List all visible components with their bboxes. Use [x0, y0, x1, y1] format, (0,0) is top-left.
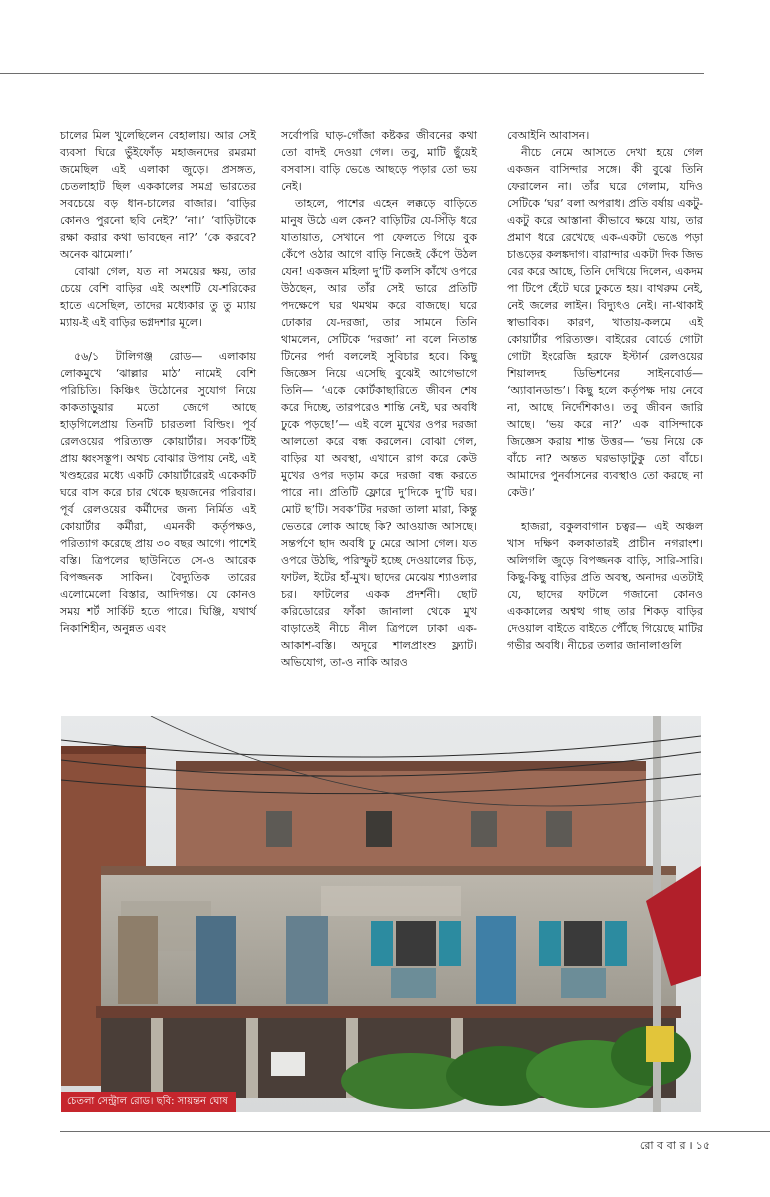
paragraph: চালের মিল খুলেছিলেন বেহালায়। আর সেই ব্যবসা ঘিরে ভুঁইফোঁড় মহাজনদের রমরমা জমেছিল এই এলাকা জুড়ে। প্রসঙ্গত, চেতলাহাট ছিল এককালের সমগ্র ভারতের সবচেয়ে বড় ধান-চালের বাজার। ‘বাড়ির কোনও পুরনো ছবি নেই?’ ‘না।’ ‘বাড়িটাকে রক্ষা করার কথা ভাবছেন না?’ ‘কে করবে? অনেক ঝামেলা।’ [60, 129, 256, 261]
page-footer [640, 1137, 710, 1156]
article-column-2 [281, 127, 477, 671]
top-rule [0, 73, 704, 74]
building-photo [61, 716, 701, 1112]
paragraph: ৫৬/১ টালিগঞ্জ রোড— এলাকায় লোকমুখে ‘ঝাল্লার মাঠ’ নামেই বেশি পরিচিতি। কিঞ্চিৎ উঠোনের সুযোগ নিয়ে কাকতাড়ুয়ার মতো জেগে আছে হাড়গিলেপ্রায় তিনটি চারতলা বিল্ডিং। পূর্ব রেলওয়ের পরিত্যক্ত কোয়ার্টার। সবক’টিই প্রায় ধ্বংসস্তূপ। অথচ বোঝার উপায় নেই, এই খণ্ডহরের মধ্যে একটি কোয়ার্টারেরই একেকটি ঘরে বাস করে চার থেকে ছয়জনের পরিবার। পূর্ব রেলওয়ের কর্মীদের জন্য নির্মিত এই কোয়ার্টার কর্মীরা, এমনকী কর্তৃপক্ষও, পরিত্যাগ করেছে প্রায় ৩০ বছর আগে। পাশেই বস্তি। ত্রিপলের ছাউনিতে সে-ও আরেক বিপজ্জনক সাকিন। বৈদ্যুতিক তারের এলোমেলো বিস্তার, আদিগন্ত। যে কোনও সময় শর্ট সার্কিট হতে পারে। ঘিঞ্জি, যথার্থ নিকাশিহীন, অনুন্নত এবং [60, 350, 256, 635]
footer-separator: । [688, 1139, 693, 1152]
photo-caption: চেতলা সেন্ট্রাল রোড। ছবি: সায়ন্তন ঘোষ [61, 1092, 236, 1112]
article-column-3 [507, 127, 703, 654]
paragraph: নীচে নেমে আসতে দেখা হয়ে গেল একজন বাসিন্দার সঙ্গে। কী বুঝে তিনি ফেরালেন না। তাঁর ঘরে গেলাম, যদিও সেটিকে ‘ঘর’ বলা অপরাধ। প্রতি বর্ষায় একটু-একটু করে আস্তানা কীভাবে ক্ষয়ে যায়, তার প্রমাণ ধরে রেখেছে এক-একটা ভেঙে পড়া চাঙড়ের কলঙ্কদাগ। বারান্দার একটা দিক জিভ বের করে আছে, তিনি দেখিয়ে দিলেন, একদম পা টিপে হেঁটে ঘরে ঢুকতে হয়। বাথরুম নেই, নেই জলের লাইন। বিদ্যুৎও নেই। না-থাকাই স্বাভাবিক। কারণ, খাতায়-কলমে এই কোয়ার্টার পরিত্যক্ত। বাইরের বোর্ডে গোটা গোটা ইংরেজি হরফে ইস্টার্ন রেলওয়ের শিয়ালদহ ডিভিশনের সাইনবোর্ড— ‘অ্যাবানডান্ড’। কিছু হলে কর্তৃপক্ষ দায় নেবে না, আছে নির্দেশিকাও। তবু জীবন জারি আছে। ‘ভয় করে না?’ এক বাসিন্দাকে জিজ্ঞেস করায় শান্ত উত্তর— ‘ভয় নিয়ে কে বাঁচে না? অন্তত ঘরভাড়াটুকু তো বাঁচে। আমাদের পুনর্বাসনের ব্যবস্থাও তো করছে না কেউ।’ [507, 146, 703, 499]
paragraph: তাহলে, পাশের এহেন লক্কড়ে বাড়িতে মানুষ উঠে এল কেন? বাড়িটির যে-সিঁড়ি ধরে যাতায়াত, সেখানে পা ফেলতে গিয়ে বুক কেঁপে ওঠার আগে বাড়ি নিজেই কেঁপে উঠল যেন! একজন মহিলা দু’টি কলসি কাঁখে ওপরে উঠছেন, আর তাঁর সেই ভারে প্রতিটি পদক্ষেপে ঘর থমথম করে বাজছে। ঘরে ঢোকার যে-দরজা, তার সামনে তিনি থামলেন, সেটিকে ‘দরজা’ না বলে নিতান্ত টিনের পর্দা বললেই সুবিচার হবে। কিছু জিজ্ঞেস নিয়ে এসেছি বুঝেই আগেভাগে তিনি— ‘একে কোর্টকাছারিতে জীবন শেষ করে দিচ্ছে, তারপরেও শান্তি নেই, ঘর অবধি ঢুকে পড়ছে!’— এই বলে মুখের ওপর দরজা আলতো করে বন্ধ করলেন। বোঝা গেল, বাড়ির যা অবস্থা, এখানে রাগ করে কেউ মুখের ওপর দড়াম করে দরজা বন্ধ করতে পারে না। প্রতিটি ফ্লোরে দু’দিকে দু’টি ঘর। মোট ছ’টি। সবক’টির দরজা তালা মারা, কিন্তু ভেতরে লোক আছে কি? আওয়াজ আসছে। সন্তর্পণে ছাদ অবধি ঢু মেরে আসা গেল। যত ওপরে উঠছি, পরিস্ফুট হচ্ছে দেওয়ালের চিড়, ফাটল, ইটের হাঁ-মুখ। ছাদের মেঝেয় শ্যাওলার চর। ফাটলের একক প্রদর্শনী। ছোট করিডোরের ফাঁকা জানালা থেকে মুখ বাড়াতেই নীচে নীল ত্রিপলে ঢাকা এক-আকাশ-বস্তি। অদূরে শালপ্রাংশু ফ্ল্যাট। অভিযোগ, তা-ও নাকি আরও [281, 197, 477, 669]
page-number: ১৫ [695, 1139, 710, 1152]
paragraph: বেআইনি আবাসন। [507, 129, 590, 142]
magazine-name: রো ব বা র [639, 1139, 686, 1152]
paragraph: হাজরা, বকুলবাগান চত্বর— এই অঞ্চল খাস দক্ষিণ কলকাতারই প্রাচীন নগরাংশ। অলিগলি জুড়ে বিপজ্জনক বাড়ি, সারি-সারি। কিছু-কিছু বাড়ির প্রতি অবস্থ, অনাদর এতটাই যে, ছাদের ফাটলে গজানো কোনও এককালের অশ্বত্থ গাছ তার শিকড় বাড়ির দেওয়াল বাইতে বাইতে পৌঁছে গিয়েছে মাটির গভীর অবধি। নীচের তলার জানালাগুলি [507, 520, 703, 652]
photo-illustration [61, 716, 701, 1112]
paragraph: বোঝা গেল, যত না সময়ের ক্ষয়, তার চেয়ে বেশি বাড়ির এই অংশটি যে-শরিকের হাতে এসেছিল, তাদের মধ্যেকার তু তু ম্যায় ম্যায়-ই এই বাড়ির ভগ্নদশার মূলে। [60, 265, 256, 329]
bottom-rule [60, 1131, 770, 1132]
article-column-1 [60, 127, 256, 637]
paragraph: সর্বোপরি ঘাড়-গোঁজা কষ্টকর জীবনের কথা তো বাদই দেওয়া গেল। তবু, মাটি ছুঁয়েই বসবাস। বাড়ি ভেঙে আছড়ে পড়ার তো ভয় নেই। [281, 129, 477, 193]
